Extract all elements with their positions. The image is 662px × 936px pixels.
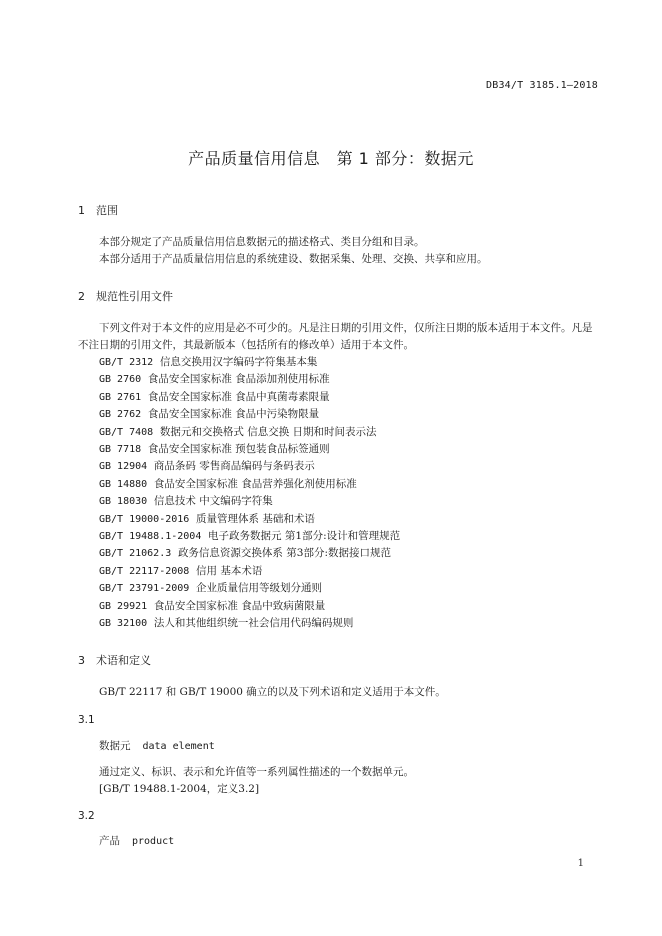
reference-code: GB 2761	[99, 391, 142, 403]
term-number: 3.1	[78, 714, 95, 726]
reference-code: GB 7718	[99, 444, 142, 456]
term-name-zh: 数据元	[99, 740, 131, 752]
reference-item	[99, 598, 400, 615]
reference-title: 信息交换用汉字编码字符集基本集	[159, 356, 318, 368]
reference-title: 商品条码 零售商品编码与条码表示	[153, 460, 315, 473]
reference-item	[99, 615, 400, 632]
reference-item	[99, 511, 400, 528]
reference-code: GB/T 2312	[99, 357, 154, 368]
reference-code: GB/T 23791-2009	[99, 583, 190, 595]
references-intro: 下列文件对于本文件的应用是必不可少的。凡是注日期的引用文件，仅所注日期的版本适用于本文件。凡是不注日期的引用文件，其最新版本（包括所有的修改单）适用于本文件。	[78, 322, 593, 351]
reference-title: 政务信息资源交换体系 第3部分:数据接口规范	[177, 547, 391, 560]
term-name-en: product	[132, 836, 175, 847]
section-title: 范围	[96, 204, 118, 217]
standard-code: DB34/T 3185.1—2018	[486, 80, 598, 91]
section-number: 2	[78, 290, 85, 303]
term-source: [GB/T 19488.1-2004，定义3.2]	[99, 783, 260, 795]
section-3-heading	[78, 652, 151, 668]
reference-code: GB 29921	[99, 600, 148, 612]
reference-title: 电子政务数据元 第1部分:设计和管理规范	[208, 530, 401, 543]
reference-code: GB 14880	[99, 478, 148, 490]
reference-code: GB/T 19488.1-2004	[99, 531, 202, 543]
reference-code: GB/T 7408	[99, 426, 154, 438]
scope-paragraph-1: 本部分规定了产品质量信用信息数据元的描述格式、类目分组和目录。	[99, 236, 425, 248]
section-number: 3	[78, 654, 85, 667]
reference-item	[99, 580, 400, 597]
scope-paragraph-2: 本部分适用于产品质量信用信息的系统建设、数据采集、处理、交换、共享和应用。	[99, 253, 488, 265]
reference-title: 数据元和交换格式 信息交换 日期和时间表示法	[159, 425, 377, 438]
reference-title: 食品安全国家标准 食品中污染物限量	[147, 408, 320, 421]
term-definition: 通过定义、标识、表示和允许值等一系列属性描述的一个数据单元。	[99, 766, 414, 778]
reference-title: 企业质量信用等级划分通则	[196, 582, 322, 595]
reference-item	[99, 528, 400, 545]
reference-title: 食品安全国家标准 食品中真菌毒素限量	[147, 390, 330, 403]
reference-code: GB 32100	[99, 618, 148, 630]
reference-item	[99, 389, 400, 406]
term-name-en: data element	[142, 741, 215, 752]
reference-title: 质量管理体系 基础和术语	[196, 512, 315, 525]
reference-item	[99, 371, 400, 388]
reference-title: 食品安全国家标准 食品添加剂使用标准	[147, 373, 330, 386]
reference-item	[99, 476, 400, 493]
reference-code: GB 12904	[99, 461, 148, 473]
reference-code: GB 18030	[99, 496, 148, 508]
section-title: 术语和定义	[96, 654, 151, 667]
term-name-zh: 产品	[99, 835, 120, 847]
reference-code: GB/T 19000-2016	[99, 513, 190, 525]
reference-item	[99, 545, 400, 562]
reference-item	[99, 424, 400, 441]
reference-title: 食品安全国家标准 食品中致病菌限量	[153, 599, 326, 612]
reference-code: GB 2760	[99, 374, 142, 386]
reference-title: 法人和其他组织统一社会信用代码编码规则	[153, 617, 354, 630]
term-heading	[99, 738, 215, 753]
section-title: 规范性引用文件	[96, 290, 173, 303]
term-number: 3.2	[78, 810, 95, 822]
reference-item	[99, 406, 400, 423]
reference-code: GB/T 21062.3	[99, 548, 172, 560]
terms-intro: GB/T 22117 和 GB/T 19000 确立的以及下列术语和定义适用于本文件。	[99, 686, 446, 698]
reference-list	[99, 354, 400, 633]
section-1-heading	[78, 202, 118, 218]
page-number: 1	[577, 858, 584, 869]
reference-code: GB 2762	[99, 409, 142, 421]
term-heading	[99, 833, 174, 848]
reference-item	[99, 563, 400, 580]
reference-title: 食品安全国家标准 预包装食品标签通则	[147, 443, 330, 456]
section-number: 1	[78, 204, 85, 217]
reference-item	[99, 493, 400, 510]
section-2-heading	[78, 288, 173, 304]
reference-item	[99, 458, 400, 475]
reference-item	[99, 354, 400, 371]
reference-title: 信息技术 中文编码字符集	[153, 495, 273, 508]
reference-code: GB/T 22117-2008	[99, 565, 190, 577]
document-title: 产品质量信用信息 第 1 部分：数据元	[188, 149, 474, 168]
reference-title: 信用 基本术语	[196, 564, 263, 577]
reference-item	[99, 441, 400, 458]
reference-title: 食品安全国家标准 食品营养强化剂使用标准	[153, 477, 357, 490]
